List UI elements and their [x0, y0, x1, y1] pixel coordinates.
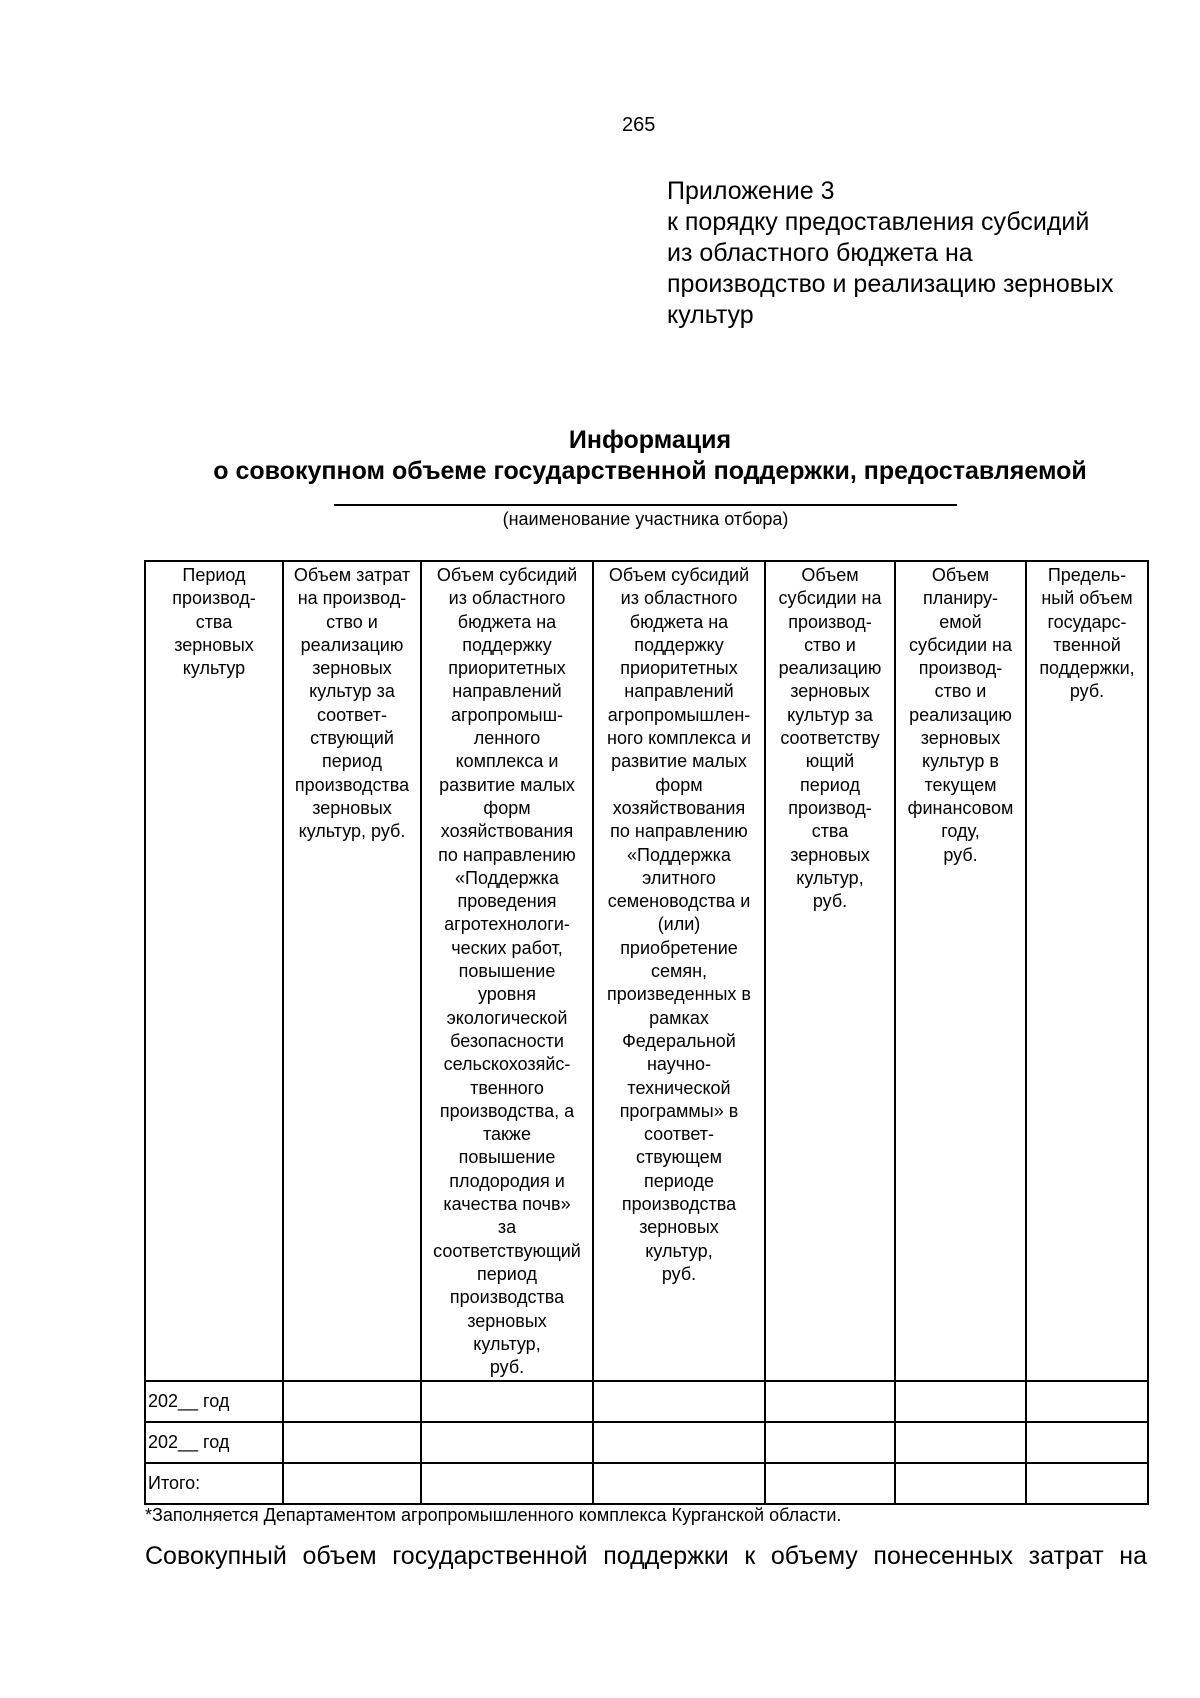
column-header: [145, 561, 283, 1381]
table-cell: [1026, 1381, 1148, 1422]
table-cell: [895, 1381, 1026, 1422]
table-cell: [593, 1463, 765, 1504]
column-header: [283, 561, 421, 1381]
table-cell: [895, 1463, 1026, 1504]
appendix-line: Приложение 3: [667, 177, 835, 205]
table-header-row: [145, 561, 1148, 1381]
table-cell: [1026, 1463, 1148, 1504]
column-header-text: Период производ- ства зерновых культур: [172, 565, 256, 679]
support-info-table: [144, 560, 1149, 1505]
table-cell: [765, 1463, 895, 1504]
document-title: Информация: [568, 426, 732, 454]
column-header: [593, 561, 765, 1381]
appendix-line: культур: [667, 301, 754, 329]
appendix-line: из областного бюджета на: [667, 239, 973, 267]
column-header-text: Объем затрат на производ- ство и реализацию зерновых культур за соответ- ствующий период производства зерновых культур, руб.: [293, 565, 411, 842]
column-header-text: Объем планиру- емой субсидии на производ- ство и реализацию зерновых культур в текущем финансовом году, руб.: [907, 565, 1014, 865]
table-total-row: [145, 1463, 1148, 1504]
column-header: [1026, 561, 1148, 1381]
table-cell-period: 202__ год: [145, 1422, 283, 1463]
column-header: [765, 561, 895, 1381]
table-cell: [765, 1422, 895, 1463]
table-cell: [421, 1381, 593, 1422]
column-header-text: Объем субсидий из областного бюджета на поддержку приоритетных направлений агропромыш- ленного комплекса и развитие малых форм хозяйствования по направлению «Поддержка проведения агротехнологи- ческих работ, повышение уровня экологической безопасности сельскохозяйс- твенного производства, а также повышение плодородия и качества почв» за соответствующий период производства зерновых культур, руб.: [433, 565, 581, 1378]
table-cell: [593, 1381, 765, 1422]
document-subtitle: о совокупном объеме государственной поддержки, предоставляемой: [213, 457, 1087, 485]
table-cell: [283, 1463, 421, 1504]
table-row: [145, 1381, 1148, 1422]
table-cell: [283, 1381, 421, 1422]
appendix-note: [667, 176, 1113, 331]
table-cell: [1026, 1422, 1148, 1463]
column-header-text: Объем субсидий из областного бюджета на поддержку приоритетных направлений агропромышлен- ного комплекса и развитие малых форм хозяйствования по направлению «Поддержка элитного семеноводства и (или) приобретение семян, произведенных в рамках Федеральной научно- технической программы» в соответ- ствующем периоде производства зерновых культур, руб.: [607, 565, 751, 1284]
table-cell: [593, 1422, 765, 1463]
table-row: [145, 1422, 1148, 1463]
column-header: [895, 561, 1026, 1381]
column-header: [421, 561, 593, 1381]
table-cell: [765, 1381, 895, 1422]
table-cell: [283, 1422, 421, 1463]
column-header-text: Объем субсидии на производ- ство и реализацию зерновых культур за соответству ющий период производ- ства зерновых культур, руб.: [778, 565, 882, 912]
appendix-line: производство и реализацию зерновых: [667, 270, 1114, 298]
body-paragraph: Совокупный объем государственной поддержки к объему понесенных затрат на: [145, 1542, 1147, 1570]
table-footnote: *Заполняется Департаментом агропромышленного комплекса Курганской области.: [145, 1505, 842, 1525]
participant-name-caption: (наименование участника отбора): [502, 509, 789, 529]
column-header-text: Предель- ный объем государс- твенной поддержки, руб.: [1039, 565, 1135, 702]
page-number: 265: [622, 114, 656, 136]
table-cell: [895, 1422, 1026, 1463]
table-cell: [421, 1463, 593, 1504]
table-cell: [421, 1422, 593, 1463]
table-cell-total-label: Итого:: [145, 1463, 283, 1504]
participant-name-line: [334, 504, 957, 506]
table-cell-period: 202__ год: [145, 1381, 283, 1422]
appendix-line: к порядку предоставления субсидий: [667, 208, 1090, 236]
